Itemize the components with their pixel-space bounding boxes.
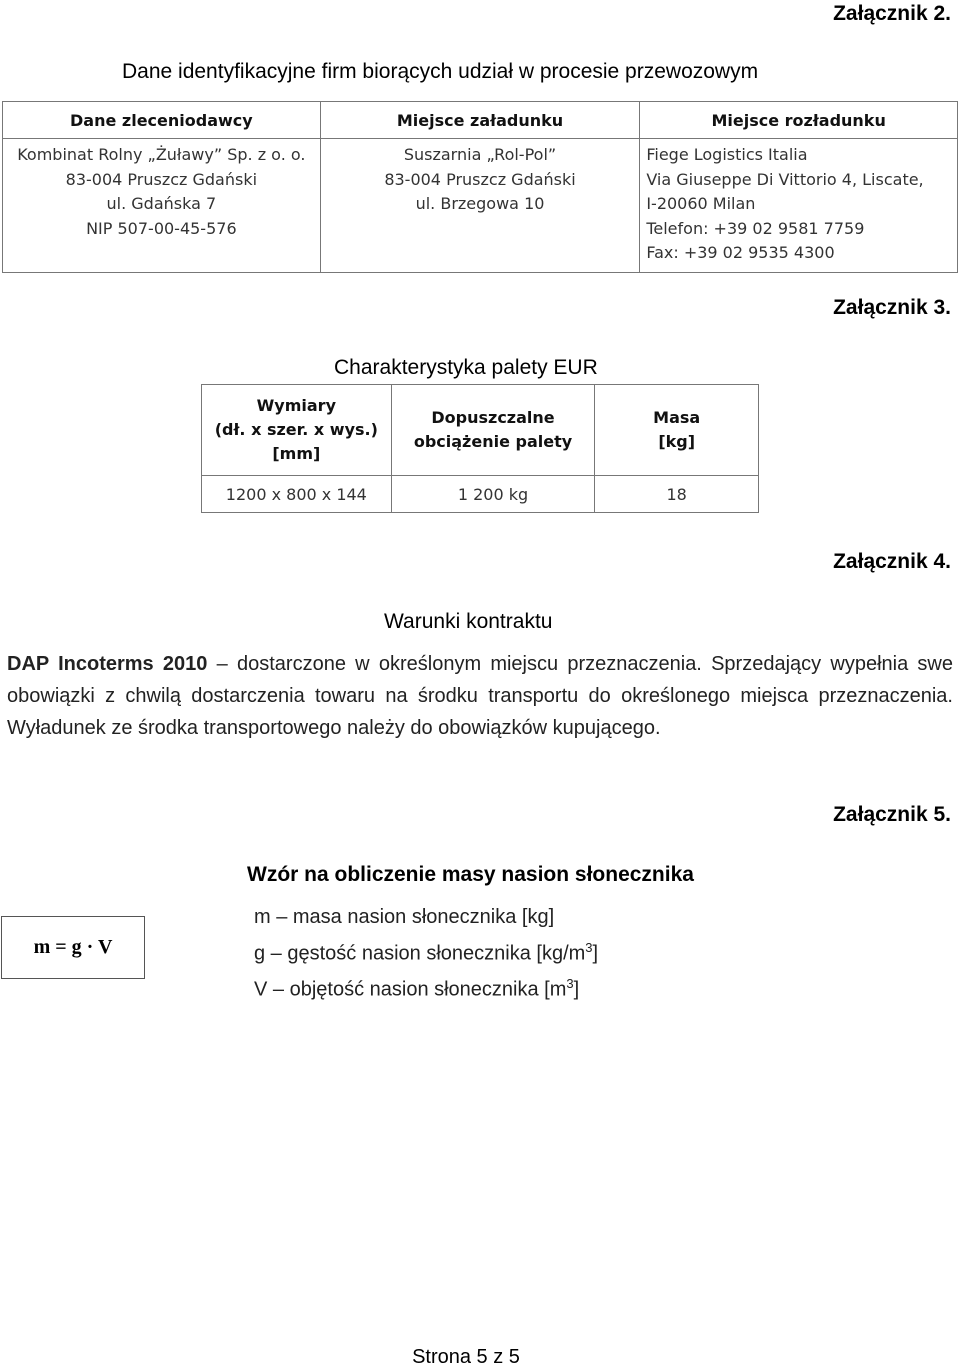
- legend-volume: [254, 976, 579, 1002]
- annex-5-title: Wzór na obliczenie masy nasion słonecznika: [247, 863, 694, 886]
- client-street: ul. Gdańska 7: [106, 194, 217, 213]
- legend-volume-text: V – objętość nasion słonecznika [m: [254, 978, 567, 1001]
- load-value: 1 200 kg: [391, 476, 595, 513]
- annex-2-title: Dane identyfikacyjne firm biorących udział w procesie przewozowym: [122, 60, 759, 83]
- pallet-table-header: [202, 385, 759, 476]
- unloading-phone: Telefon: +39 02 9581 7759: [646, 218, 865, 238]
- legend-mass: [254, 906, 554, 929]
- client-name: Kombinat Rolny „Żuławy” Sp. z o. o.: [17, 145, 306, 164]
- legend-volume-end: ]: [573, 978, 580, 1001]
- header-dimensions-line: [mm]: [272, 444, 321, 463]
- legend-mass-text: m – masa nasion słonecznika [kg]: [254, 906, 555, 928]
- annex-4-label: Załącznik 4.: [833, 550, 951, 573]
- header-loading: Miejsce załadunku: [320, 102, 640, 139]
- client-cell: [3, 139, 321, 273]
- company-table-header: [3, 102, 958, 139]
- header-client: Dane zleceniodawcy: [3, 102, 321, 139]
- header-mass: [595, 385, 759, 476]
- annex-3-label: Załącznik 3.: [833, 296, 951, 319]
- contract-text: – dostarczone w określonym miejscu przeznaczenia. Sprzedający wypełnia swe obowiązki z chwilą dostarczenia towaru na środku transportu do określonego miejsca przeznaczenia. Wyładunek ze środka transportowego należy do obowiązków kupującego.: [7, 653, 953, 739]
- header-load: [391, 385, 595, 476]
- company-table-row: [3, 139, 958, 273]
- unloading-name: Fiege Logistics Italia: [646, 145, 808, 164]
- header-load-line: obciążenie palety: [413, 432, 573, 451]
- annex-4-title: Warunki kontraktu: [384, 610, 553, 633]
- formula-box: m = g · V: [1, 916, 145, 979]
- mass-value: 18: [595, 476, 759, 513]
- legend-volume-sup: 3: [566, 976, 574, 991]
- pallet-table-row: [202, 476, 759, 513]
- contract-terms: [7, 648, 953, 744]
- header-load-line: Dopuszczalne: [431, 408, 555, 427]
- header-dimensions: [202, 385, 392, 476]
- legend-density: [254, 940, 598, 966]
- loading-name: Suszarnia „Rol-Pol”: [403, 145, 557, 164]
- legend-density-text: g – gęstość nasion słonecznika [kg/m: [254, 942, 586, 965]
- pallet-table: [201, 384, 759, 513]
- loading-city: 83-004 Pruszcz Gdański: [384, 169, 576, 189]
- client-city: 83-004 Pruszcz Gdański: [65, 169, 258, 189]
- legend-density-sup: 3: [585, 940, 593, 955]
- company-table: [2, 101, 958, 273]
- incoterm: DAP Incoterms 2010: [7, 653, 208, 675]
- client-nip: NIP 507-00-45-576: [86, 218, 237, 238]
- header-mass-line: Masa: [653, 408, 701, 427]
- unloading-fax: Fax: +39 02 9535 4300: [646, 243, 835, 262]
- header-mass-line: [kg]: [658, 432, 696, 451]
- dimensions-value: 1200 x 800 x 144: [202, 476, 392, 513]
- unloading-city: I-20060 Milan: [646, 194, 756, 213]
- loading-street: ul. Brzegowa 10: [415, 194, 545, 213]
- loading-cell: [320, 139, 640, 273]
- header-dimensions-line: Wymiary: [256, 396, 336, 415]
- annex-5-label: Załącznik 5.: [833, 803, 951, 826]
- legend-density-end: ]: [592, 942, 599, 965]
- annex-2-label: Załącznik 2.: [833, 2, 951, 25]
- annex-3-title: Charakterystyka palety EUR: [334, 356, 598, 379]
- unloading-cell: [640, 139, 958, 273]
- unloading-street: Via Giuseppe Di Vittorio 4, Liscate,: [646, 169, 924, 189]
- header-dimensions-line: (dł. x szer. x wys.): [214, 420, 378, 439]
- page-footer: Strona 5 z 5: [412, 1346, 520, 1368]
- header-unloading: Miejsce rozładunku: [640, 102, 958, 139]
